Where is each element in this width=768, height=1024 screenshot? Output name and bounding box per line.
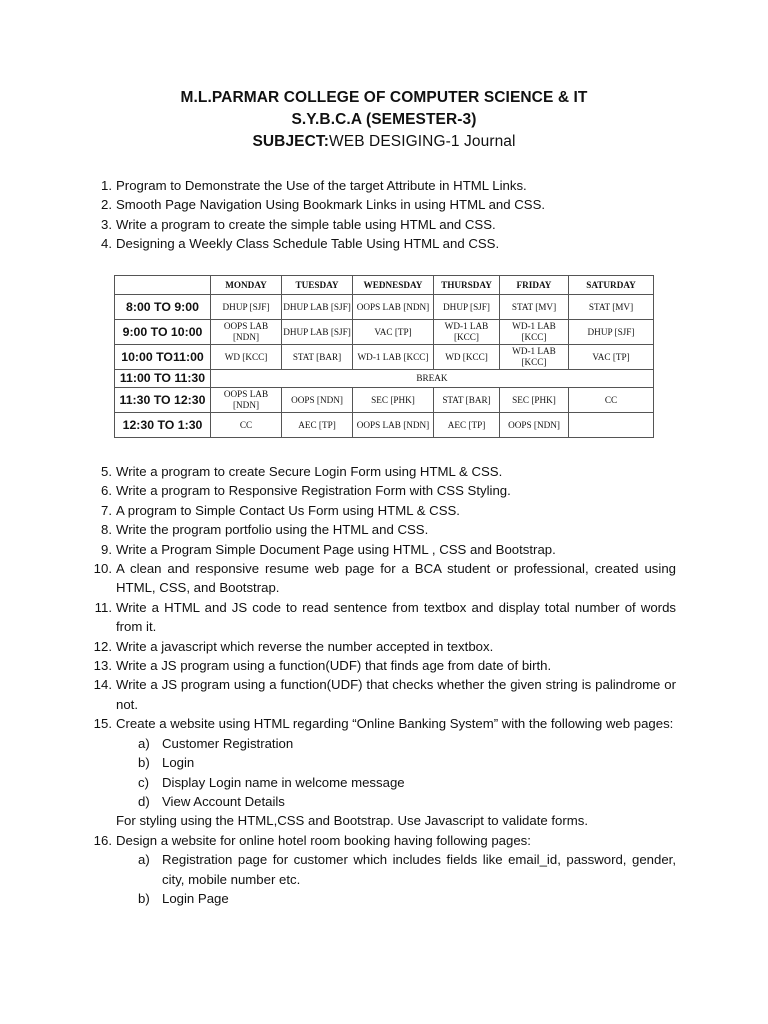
program-item <box>90 176 676 195</box>
program-item <box>90 540 676 559</box>
schedule-cell: CC <box>211 413 282 438</box>
program-text: Write a javascript which reverse the number accepted in textbox. <box>116 638 494 654</box>
program-item <box>90 215 676 234</box>
program-item <box>90 831 676 850</box>
program-item <box>90 481 676 500</box>
program-text: Smooth Page Navigation Using Bookmark Links in using HTML and CSS. <box>116 197 546 213</box>
schedule-cell: STAT [MV] <box>500 295 569 320</box>
program-text: A clean and responsive resume web page for a BCA student or professional, created using HTML, CSS, and Bootstrap. <box>116 561 676 596</box>
schedule-row <box>115 345 654 370</box>
day-header: SATURDAY <box>569 276 654 295</box>
program-number: 10. <box>93 561 112 577</box>
program-number: 16. <box>93 832 112 848</box>
program-text: Program to Demonstrate the Use of the target Attribute in HTML Links. <box>116 178 527 193</box>
subject-value: WEB DESIGING-1 Journal <box>329 133 516 150</box>
program-item <box>90 656 676 675</box>
schedule-cell: STAT [BAR] <box>282 345 353 370</box>
schedule-cell: VAC [TP] <box>569 345 654 370</box>
program-text: Write a program to Responsive Registration Form with CSS Styling. <box>116 483 511 499</box>
program-number: 4. <box>101 236 112 252</box>
schedule-cell: DHUP LAB [SJF] <box>282 295 353 320</box>
sub-text: Registration page for customer which includes fields like email_id, password, gender, city, mobile number etc. <box>162 852 676 887</box>
program-item <box>90 559 676 598</box>
class-semester: S.Y.B.C.A (SEMESTER-3) <box>291 111 477 128</box>
subject-label: SUBJECT: <box>252 133 330 150</box>
time-slot: 11:30 TO 12:30 <box>115 388 211 413</box>
schedule-cell: OOPS LAB [NDN] <box>211 320 282 345</box>
sub-letter: a) <box>138 852 150 868</box>
program-number: 14. <box>93 677 112 693</box>
day-header: THURSDAY <box>434 276 500 295</box>
sub-item <box>90 889 676 908</box>
sub-letter: d) <box>138 793 150 809</box>
schedule-cell: CC <box>569 388 654 413</box>
time-slot: 12:30 TO 1:30 <box>115 413 211 438</box>
schedule-cell: SEC [PHK] <box>500 388 569 413</box>
program-item <box>90 714 676 733</box>
corner-cell <box>115 276 211 295</box>
program-number: 5. <box>101 464 112 479</box>
program-text: A program to Simple Contact Us Form using HTML & CSS. <box>116 502 460 518</box>
program-number: 6. <box>101 483 112 499</box>
sub-item <box>90 753 676 772</box>
schedule-cell: AEC [TP] <box>282 413 353 438</box>
schedule-row <box>115 413 654 438</box>
program-item <box>90 637 676 656</box>
day-header: FRIDAY <box>500 276 569 295</box>
program-item <box>90 234 676 253</box>
sub-letter: c) <box>138 774 149 790</box>
time-slot: 8:00 TO 9:00 <box>115 295 211 320</box>
subject-line <box>0 133 768 151</box>
program-text: Write a program to create the simple table using HTML and CSS. <box>116 216 496 232</box>
schedule-cell: WD-1 LAB [KCC] <box>500 345 569 370</box>
program-number: 3. <box>101 216 112 232</box>
schedule-cell: WD-1 LAB [KCC] <box>434 320 500 345</box>
sub-text: Login <box>162 755 195 771</box>
sub-text: Display Login name in welcome message <box>162 774 405 790</box>
schedule-cell: STAT [MV] <box>569 295 654 320</box>
time-slot: 10:00 TO11:00 <box>115 345 211 370</box>
program-list-part2 <box>90 462 676 908</box>
styling-note: For styling using the HTML,CSS and Bootstrap. Use Javascript to validate forms. <box>116 813 589 829</box>
schedule-cell: WD [KCC] <box>434 345 500 370</box>
schedule-cell: OOPS LAB [NDN] <box>211 388 282 413</box>
day-header: WEDNESDAY <box>353 276 434 295</box>
program-item <box>90 675 676 714</box>
program-number: 2. <box>101 197 112 213</box>
program-number: 8. <box>101 522 112 538</box>
program-number: 1. <box>101 178 112 193</box>
day-header: TUESDAY <box>282 276 353 295</box>
sub-item <box>90 773 676 792</box>
schedule-cell: WD-1 LAB [KCC] <box>353 345 434 370</box>
program-number: 9. <box>101 541 112 557</box>
schedule-cell <box>569 413 654 438</box>
program-text: Create a website using HTML regarding “Online Banking System” with the following web pages: <box>116 716 674 732</box>
program-item <box>90 598 676 637</box>
program-item <box>90 462 676 481</box>
schedule-break-row <box>115 370 654 388</box>
schedule-cell: SEC [PHK] <box>353 388 434 413</box>
schedule-cell: AEC [TP] <box>434 413 500 438</box>
program-text: Write a Program Simple Document Page using HTML , CSS and Bootstrap. <box>116 541 556 557</box>
time-slot: 9:00 TO 10:00 <box>115 320 211 345</box>
sub-item <box>90 850 676 889</box>
sub-letter: b) <box>138 890 150 906</box>
schedule-row <box>115 320 654 345</box>
schedule-row <box>115 388 654 413</box>
program-text: Designing a Weekly Class Schedule Table Using HTML and CSS. <box>116 236 500 252</box>
schedule-cell: OOPS LAB [NDN] <box>353 295 434 320</box>
day-header: MONDAY <box>211 276 282 295</box>
program-number: 7. <box>101 502 112 518</box>
program-text: Write the program portfolio using the HTML and CSS. <box>116 522 429 538</box>
program-number: 13. <box>93 658 112 674</box>
schedule-cell: OOPS [NDN] <box>500 413 569 438</box>
program-item <box>90 520 676 539</box>
program-number: 11. <box>94 599 112 615</box>
sub-item <box>90 792 676 811</box>
program-item <box>90 501 676 520</box>
schedule-cell: WD [KCC] <box>211 345 282 370</box>
time-slot: 11:00 TO 11:30 <box>115 370 211 388</box>
sub-letter: a) <box>138 735 150 751</box>
sub-letter: b) <box>138 755 150 771</box>
sub-item <box>90 734 676 753</box>
schedule-cell: DHUP [SJF] <box>434 295 500 320</box>
schedule-cell: DHUP LAB [SJF] <box>282 320 353 345</box>
program-number: 12. <box>93 638 112 654</box>
program-number: 15. <box>93 716 112 732</box>
schedule-cell: OOPS LAB [NDN] <box>353 413 434 438</box>
program-list-part1 <box>90 176 676 254</box>
program-text: Write a JS program using a function(UDF) that finds age from date of birth. <box>116 658 552 674</box>
schedule-cell: WD-1 LAB [KCC] <box>500 320 569 345</box>
program-text: Write a HTML and JS code to read sentence from textbox and display total number of words from it. <box>116 599 676 635</box>
schedule-cell: DHUP [SJF] <box>569 320 654 345</box>
sub-text: Login Page <box>162 890 229 906</box>
college-name: M.L.PARMAR COLLEGE OF COMPUTER SCIENCE & IT <box>180 89 588 106</box>
break-cell: BREAK <box>211 370 654 388</box>
program-text: Write a JS program using a function(UDF) that checks whether the given string is palindrome or not. <box>116 677 676 712</box>
schedule-cell: STAT [BAR] <box>434 388 500 413</box>
program-text: Design a website for online hotel room booking having following pages: <box>116 832 531 848</box>
schedule-cell: OOPS [NDN] <box>282 388 353 413</box>
schedule-cell: VAC [TP] <box>353 320 434 345</box>
sub-text: View Account Details <box>162 793 285 809</box>
program-item <box>90 195 676 214</box>
program-text: Write a program to create Secure Login Form using HTML & CSS. <box>116 464 503 479</box>
schedule-header-row <box>115 276 654 295</box>
weekly-schedule-table <box>114 275 654 438</box>
sub-text: Customer Registration <box>162 735 294 751</box>
schedule-cell: DHUP [SJF] <box>211 295 282 320</box>
schedule-row <box>115 295 654 320</box>
